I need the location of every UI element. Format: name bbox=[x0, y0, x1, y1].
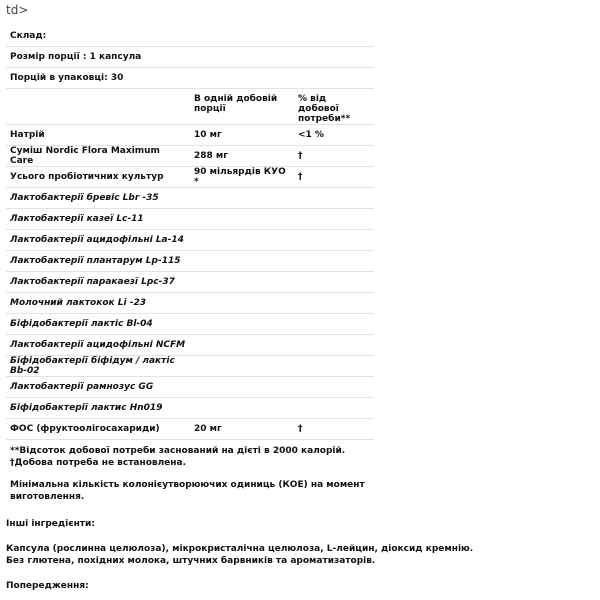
other-ingredients-line-1: Капсула (рослинна целюлоза), мікрокристалічна целюлоза, L-лейцин, діоксид кремнію. bbox=[6, 544, 474, 554]
ingredients-section bbox=[6, 519, 596, 591]
ingredient-amount: 90 мільярдів КУО * bbox=[190, 167, 294, 188]
supplement-facts-table bbox=[6, 26, 374, 440]
ingredient-amount bbox=[190, 293, 294, 314]
ingredient-daily-value bbox=[294, 188, 374, 209]
supplement-facts-panel bbox=[6, 26, 374, 509]
table-row bbox=[6, 356, 374, 377]
other-ingredients-line-2: Без глютена, похідних молока, штучних барвників та ароматизаторів. bbox=[6, 556, 376, 566]
dagger-footnote: †Добова потреба не встановлена. bbox=[10, 458, 187, 468]
table-row bbox=[6, 419, 374, 440]
ingredient-name: Лактобактерії ацидофільні NCFM bbox=[6, 335, 190, 356]
ingredient-name: Лактобактерії плантарум Lp-115 bbox=[6, 251, 190, 272]
warnings-label: Попередження: bbox=[6, 581, 89, 591]
table-row bbox=[6, 398, 374, 419]
ingredient-amount bbox=[190, 356, 294, 377]
column-header-row bbox=[6, 89, 374, 125]
composition-label: Склад: bbox=[6, 26, 374, 47]
ingredient-amount bbox=[190, 398, 294, 419]
table-row bbox=[6, 230, 374, 251]
table-row bbox=[6, 335, 374, 356]
ingredient-name: Лактобактерії ацидофільні La-14 bbox=[6, 230, 190, 251]
ingredient-daily-value: <1 % bbox=[294, 125, 374, 146]
ingredient-daily-value bbox=[294, 314, 374, 335]
table-row bbox=[6, 272, 374, 293]
ingredient-name: Натрій bbox=[6, 125, 190, 146]
table-row bbox=[6, 209, 374, 230]
ingredient-name: Біфідобактерії лактис Hn019 bbox=[6, 398, 190, 419]
ingredient-amount bbox=[190, 209, 294, 230]
ingredient-daily-value bbox=[294, 272, 374, 293]
ingredient-amount bbox=[190, 251, 294, 272]
ingredient-amount bbox=[190, 335, 294, 356]
ingredient-amount: 10 мг bbox=[190, 125, 294, 146]
column-header-daily-value: % від добової потреби** bbox=[294, 89, 374, 125]
daily-value-footnote: **Відсоток добової потреби заснований на дієті в 2000 калорій. bbox=[10, 446, 346, 456]
ingredient-name: Усього пробіотичних культур bbox=[6, 167, 190, 188]
ingredient-name: ФОС (фруктоолігосахариди) bbox=[6, 419, 190, 440]
ingredient-daily-value: † bbox=[294, 146, 374, 167]
ingredient-daily-value: † bbox=[294, 167, 374, 188]
ingredient-name: Лактобактерії паракаезї Lpc-37 bbox=[6, 272, 190, 293]
servings-per-container: Порцій в упаковці: 30 bbox=[6, 68, 374, 89]
ingredient-amount bbox=[190, 272, 294, 293]
ingredient-amount bbox=[190, 377, 294, 398]
ingredient-daily-value bbox=[294, 230, 374, 251]
composition-row bbox=[6, 26, 374, 47]
ingredient-amount bbox=[190, 188, 294, 209]
ingredient-daily-value bbox=[294, 293, 374, 314]
ingredient-amount: 288 мг bbox=[190, 146, 294, 167]
ingredient-daily-value: † bbox=[294, 419, 374, 440]
ingredient-daily-value bbox=[294, 251, 374, 272]
column-header-per-serving: В одній добовій порції bbox=[190, 89, 294, 125]
table-row bbox=[6, 251, 374, 272]
cfu-footnote: Мінімальна кількість колонієутворюючих одиниць (КОЕ) на момент виготовлення. bbox=[10, 480, 365, 502]
ingredient-daily-value bbox=[294, 335, 374, 356]
table-row bbox=[6, 314, 374, 335]
ingredient-name: Лактобактерії рамнозус GG bbox=[6, 377, 190, 398]
ingredient-name: Молочний лактокок Li -23 bbox=[6, 293, 190, 314]
ingredient-name: Біфідобактерії біфідум / лактіс Bb-02 bbox=[6, 356, 190, 377]
ingredient-name: Біфідобактерії лактіс Bl-04 bbox=[6, 314, 190, 335]
ingredient-daily-value bbox=[294, 356, 374, 377]
footnotes bbox=[6, 440, 374, 509]
ingredient-daily-value bbox=[294, 209, 374, 230]
servings-per-container-row bbox=[6, 68, 374, 89]
table-row bbox=[6, 377, 374, 398]
table-row bbox=[6, 125, 374, 146]
serving-size: Розмір порції : 1 капсула bbox=[6, 47, 374, 68]
table-row bbox=[6, 188, 374, 209]
html-fragment-text: td> bbox=[6, 3, 29, 17]
ingredient-name: Лактобактерії казеї Lc-11 bbox=[6, 209, 190, 230]
other-ingredients-label: Інші інгредієнти: bbox=[6, 519, 95, 529]
ingredient-daily-value bbox=[294, 398, 374, 419]
ingredient-amount bbox=[190, 230, 294, 251]
column-header-empty bbox=[6, 89, 190, 125]
ingredient-amount: 20 мг bbox=[190, 419, 294, 440]
ingredient-daily-value bbox=[294, 377, 374, 398]
serving-size-row bbox=[6, 47, 374, 68]
table-row bbox=[6, 293, 374, 314]
table-row bbox=[6, 167, 374, 188]
table-row bbox=[6, 146, 374, 167]
ingredient-name: Лактобактерії бревіс Lbr -35 bbox=[6, 188, 190, 209]
ingredient-amount bbox=[190, 314, 294, 335]
ingredient-name: Суміш Nordic Flora Maximum Care bbox=[6, 146, 190, 167]
